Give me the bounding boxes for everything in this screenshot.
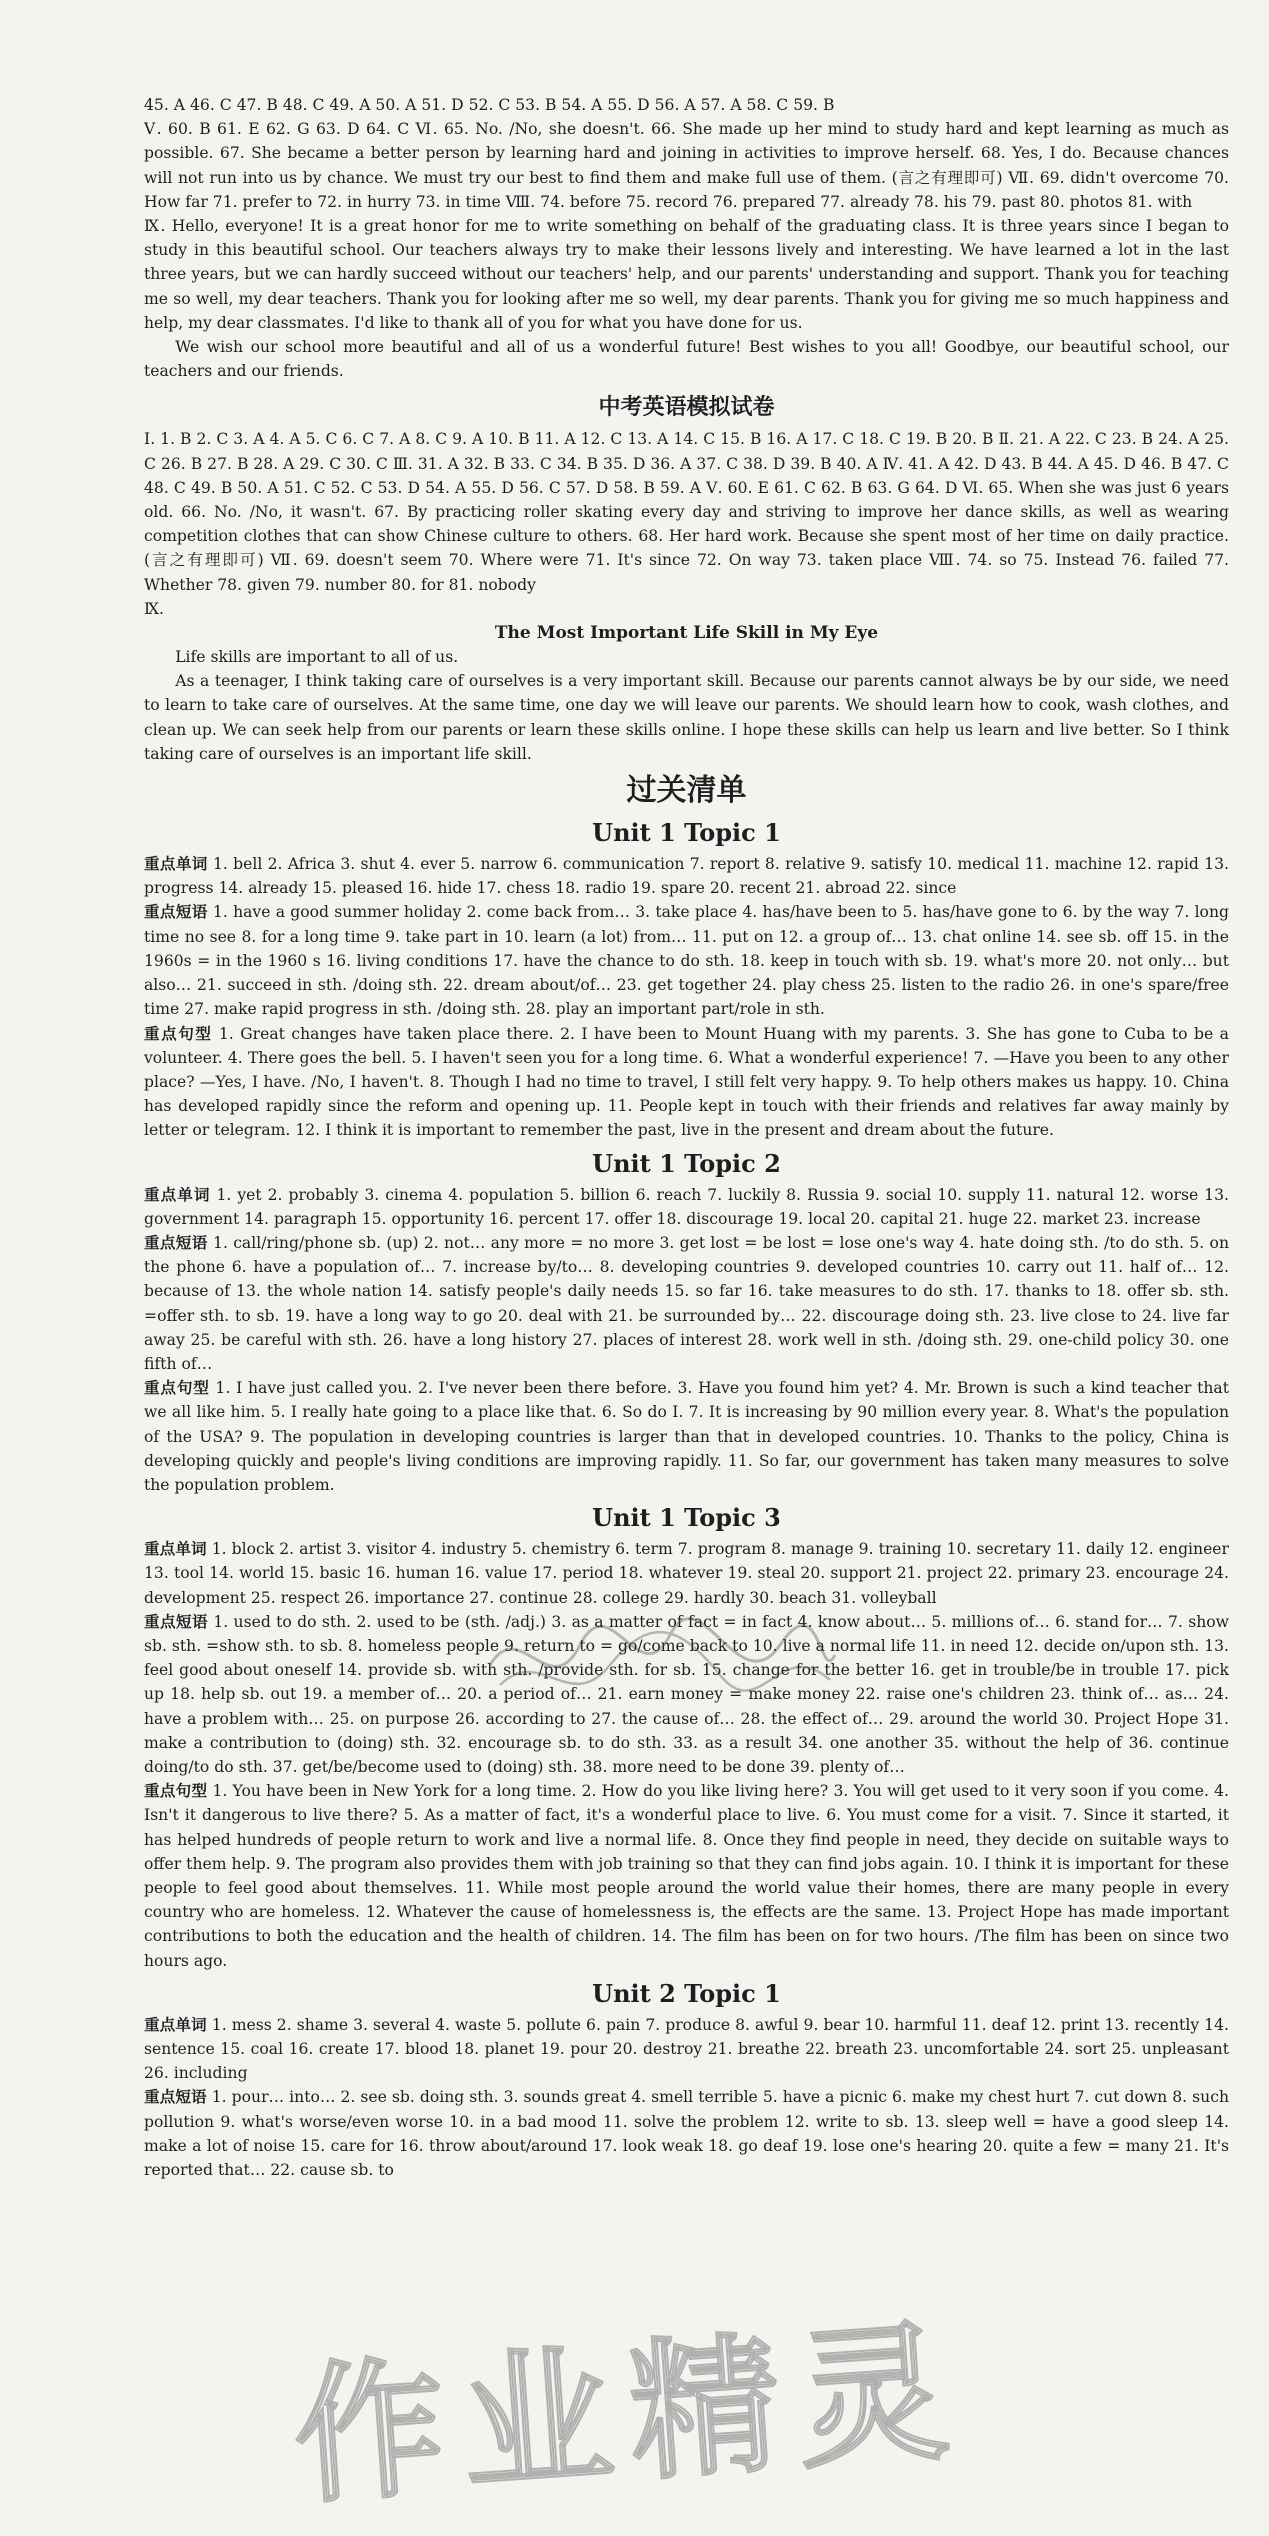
- phrase-list: 1. pour… into… 2. see sb. doing sth. 3. sounds great 4. smell terrible 5. have a picnic 6. make my chest hurt 7. cut down 8. such pollution 9. what's worse/even worse 10. in a bad mood 11. solve the problem 12. write to sb. 13. sleep well = have a good sleep 14. make a lot of noise 15. care for 16. throw about/around 17. look weak 18. go deaf 19. lose one's hearing 20. quite a few = many 21. It's reported that… 22. cause sb. to: [144, 2088, 1229, 2180]
- scribble-overlay: [480, 1605, 840, 1715]
- sentence-list: 1. Great changes have taken place there. 2. I have been to Mount Huang with my parents. 3. She has gone to Cuba to be a volunteer. 4. There goes the bell. 5. I haven't seen you for a long time. 6. What a wonderful experience! 7. —Have you been to any other place? —Yes, I have. /No, I haven't. 8. Though I had no time to travel, I still felt very happy. 9. To help others makes us happy. 10. China has developed rapidly since the reform and opening up. 11. People kept in touch with their friends and relatives far away mainly by letter or telegram. 12. I think it is important to remember the past, live in the present and dream about the future.: [144, 1024, 1229, 1140]
- key-words: [144, 1183, 1229, 1231]
- key-sentences: [144, 1779, 1229, 1973]
- speech-closing: We wish our school more beautiful and all of us a wonderful future! Best wishes to you all! Goodbye, our beautiful school, our teachers and our friends.: [144, 338, 1229, 381]
- key-phrases: [144, 2085, 1229, 2182]
- watermark-text: 作业精灵: [288, 2304, 972, 2526]
- key-phrases: [144, 1231, 1229, 1376]
- mock-exam-title: 中考英语模拟试卷: [598, 395, 775, 421]
- page-content: [144, 93, 1229, 2182]
- section-label: 重点句型: [144, 1379, 210, 1398]
- essay-paragraph: As a teenager, I think taking care of ourselves is a very important skill. Because our parents cannot always be by our side, we need to learn to take care of ourselves. At the same time, one day we will leave our parents. We should learn how to cook, wash clothes, and clean up. We can seek help from our parents or learn these skills online. I hope these skills can help us learn and live better. So I think taking care of ourselves is an important life skill.: [144, 672, 1229, 763]
- sentence-list: 1. You have been in New York for a long time. 2. How do you like living here? 3. You will get used to it very soon if you come. 4. Isn't it dangerous to live there? 5. As a matter of fact, it's a wonderful place to live. 6. You must come for a visit. 7. Since it started, it has helped hundreds of people return to work and live a normal life. 8. Once they find people in need, they decide on suitable ways to offer them help. 9. The program also provides them with job training so that they can find jobs again. 10. I think it is important for these people to feel good about themselves. 11. While most people around the world value their homes, there are many people in every country who are homeless. 12. Whatever the cause of homelessness is, the effects are the same. 13. Project Hope has made important contributions to both the education and the health of children. 14. The film has been on for two hours. /The film has been on since two hours ago.: [144, 1782, 1229, 1970]
- key-phrases: [144, 900, 1229, 1021]
- word-list: 1. mess 2. shame 3. several 4. waste 5. pollute 6. pain 7. produce 8. awful 9. bear 10. harmful 11. deaf 12. print 13. recently 14. sentence 15. coal 16. create 17. blood 18. planet 19. pour 20. destroy 21. breathe 22. breath 23. uncomfortable 24. sort 25. unpleasant 26. including: [144, 2015, 1229, 2083]
- unit-topic-heading: Unit 1 Topic 1: [592, 818, 781, 848]
- key-words: [144, 1537, 1229, 1610]
- key-sentences: [144, 1376, 1229, 1497]
- section-label: 重点单词: [144, 2015, 207, 2034]
- essay-title: The Most Important Life Skill in My Eye: [494, 623, 879, 644]
- phrase-list: 1. used to do sth. 2. used to be (sth. /adj.) 3. as a matter of fact = in fact 4. know about… 5. millions of… 6. stand for… 7. show sb. sth. =show sth. to sb. 8. homeless people 9. return to = go/come back to 10. live a normal life 11. in need 12. decide on/upon sth. 13. feel good about oneself 14. provide sb. with sth. /provide sth. for sb. 15. change for the better 16. get in trouble/be in trouble 17. pick up 18. help sb. out 19. a member of… 20. a period of… 21. earn money = make money 22. raise one's children 23. think of… as… 24. have a problem with… 25. on purpose 26. according to 27. the cause of… 28. the effect of… 29. around the world 30. Project Hope 31. make a contribution to (doing) sth. 32. encourage sb. to do sth. 33. as a result 34. one another 35. without the help of 36. continue doing/to do sth. 37. get/be/become used to (doing) sth. 38. more need to be done 39. plenty of…: [144, 1612, 1229, 1776]
- section-label: 重点单词: [144, 855, 208, 874]
- answers-line: 45. A 46. C 47. B 48. C 49. A 50. A 51. D 52. C 53. B 54. A 55. D 56. A 57. A 58. C 59. B: [144, 96, 835, 114]
- section-label: 重点短语: [144, 1233, 208, 1252]
- word-list: 1. yet 2. probably 3. cinema 4. population 5. billion 6. reach 7. luckily 8. Russia 9. social 10. supply 11. natural 12. worse 13. government 14. paragraph 15. opportunity 16. percent 17. offer 18. discourage 19. local 20. capital 21. huge 22. market 23. increase: [144, 1185, 1229, 1228]
- key-words: [144, 2013, 1229, 2086]
- watermark-logo: [250, 2304, 1010, 2526]
- section-label: 重点句型: [144, 1024, 213, 1043]
- unit-topic-heading: Unit 1 Topic 3: [592, 1503, 781, 1533]
- mock-essay-label: Ⅸ.: [144, 599, 165, 618]
- mock-answers: Ⅰ. 1. B 2. C 3. A 4. A 5. C 6. C 7. A 8. C 9. A 10. B 11. A 12. C 13. A 14. C 15. B 16. A 17. C 18. C 19. B 20. B Ⅱ. 21. A 22. C 23. B 24. A 25. C 26. B 27. B 28. A 29. C 30. C Ⅲ. 31. A 32. B 33. C 34. B 35. D 36. A 37. C 38. D 39. B 40. A Ⅳ. 41. A 42. D 43. B 44. A 45. D 46. B 47. C 48. C 49. B 50. A 51. C 52. C 53. D 54. A 55. D 56. C 57. D 58. B 59. A Ⅴ. 60. E 61. C 62. B 63. G 64. D Ⅵ. 65. When she was just 6 years old. 66. No. /No, it wasn't. 67. By practicing roller skating every day and striving to improve her dance skills, as well as wearing competition clothes that can show Chinese culture to others. 68. Her hard work. Because she spent most of her time on daily practice. (言之有理即可) Ⅶ. 69. doesn't seem 70. Where were 71. It's since 72. On way 73. taken place Ⅷ. 74. so 75. Instead 76. failed 77. Whether 78. given 79. number 80. for 81. nobody: [144, 430, 1229, 594]
- sentence-list: 1. I have just called you. 2. I've never been there before. 3. Have you found him yet? 4. Mr. Brown is such a kind teacher that we all like him. 5. I really hate going to a place like that. 6. So do I. 7. It is increasing by 90 million every year. 8. What's the population of the USA? 9. The population in developing countries is larger than that in developed countries. 10. Thanks to the policy, China is developing quickly and people's living conditions are improving rapidly. 11. So far, our government has taken many measures to solve the population problem.: [144, 1379, 1229, 1494]
- section-label: 重点单词: [144, 1185, 211, 1204]
- section-label: 重点短语: [144, 1612, 208, 1631]
- unit-topic-heading: Unit 1 Topic 2: [592, 1148, 781, 1178]
- key-words: [144, 852, 1229, 900]
- essay-paragraph: Life skills are important to all of us.: [175, 648, 459, 667]
- section-label: 重点短语: [144, 2088, 207, 2107]
- checklist-title: 过关清单: [626, 773, 747, 809]
- speech-paragraph: Ⅸ. Hello, everyone! It is a great honor for me to write something on behalf of the graduating class. It is three years since I began to study in this beautiful school. Our teachers always try to make their lessons lively and interesting. We have learned a lot in the last three years, but we can hardly succeed without our teachers' help, and our parents' understanding and support. Thank you for teaching me so well, my dear teachers. Thank you for looking after me so well, my dear parents. Thank you for giving me so much happiness and help, my dear classmates. I'd like to thank all of you for what you have done for us.: [144, 217, 1229, 332]
- phrase-list: 1. call/ring/phone sb. (up) 2. not… any more = no more 3. get lost = be lost = lose one's way 4. hate doing sth. /to do sth. 5. on the phone 6. have a population of… 7. increase by/to… 8. developing countries 9. developed countries 10. carry out 11. half of… 12. because of 13. the whole nation 14. satisfy people's daily needs 15. so far 16. take measures to do sth. 17. thanks to 18. offer sb. sth. =offer sth. to sb. 19. have a long way to go 20. deal with 21. be surrounded by… 22. discourage doing sth. 23. live close to 24. live far away 25. be careful with sth. 26. have a long history 27. places of interest 28. work well in sth. /doing sth. 29. one-child policy 30. one fifth of…: [144, 1233, 1229, 1373]
- key-sentences: [144, 1022, 1229, 1143]
- word-list: 1. block 2. artist 3. visitor 4. industry 5. chemistry 6. term 7. program 8. manage 9. training 10. secretary 11. daily 12. engineer 13. tool 14. world 15. basic 16. human 16. value 17. period 18. whatever 19. steal 20. support 21. project 22. primary 23. encourage 24. development 25. respect 26. importance 27. continue 28. college 29. hardly 30. beach 31. volleyball: [144, 1540, 1229, 1607]
- section-label: 重点句型: [144, 1782, 208, 1801]
- answers-paragraph: Ⅴ. 60. B 61. E 62. G 63. D 64. C Ⅵ. 65. No. /No, she doesn't. 66. She made up her mind to study hard and kept learning as much as possible. 67. She became a better person by learning hard and joining in activities to improve herself. 68. Yes, I do. Because chances will not run into us by chance. We must try our best to find them and make full use of them. (言之有理即可) Ⅶ. 69. didn't overcome 70. How far 71. prefer to 72. in hurry 73. in time Ⅷ. 74. before 75. record 76. prepared 77. already 78. his 79. past 80. photos 81. with: [144, 120, 1229, 211]
- unit-topic-heading: Unit 2 Topic 1: [592, 1978, 781, 2008]
- section-label: 重点短语: [144, 903, 208, 922]
- word-list: 1. bell 2. Africa 3. shut 4. ever 5. narrow 6. communication 7. report 8. relative 9. satisfy 10. medical 11. machine 12. rapid 13. progress 14. already 15. pleased 16. hide 17. chess 18. radio 19. spare 20. recent 21. abroad 22. since: [144, 855, 1229, 898]
- phrase-list: 1. have a good summer holiday 2. come back from… 3. take place 4. has/have been to 5. has/have gone to 6. by the way 7. long time no see 8. for a long time 9. take part in 10. learn (a lot) from… 11. put on 12. a group of… 13. chat online 14. see sb. off 15. in the 1960s = in the 1960 s 16. living conditions 17. have the chance to do sth. 18. keep in touch with sb. 19. what's more 20. not only… but also… 21. succeed in sth. /doing sth. 22. dream about/of… 23. get together 24. play chess 25. listen to the radio 26. in one's spare/free time 27. make rapid progress in sth. /doing sth. 28. play an important part/role in sth.: [144, 903, 1229, 1019]
- section-label: 重点单词: [144, 1540, 207, 1559]
